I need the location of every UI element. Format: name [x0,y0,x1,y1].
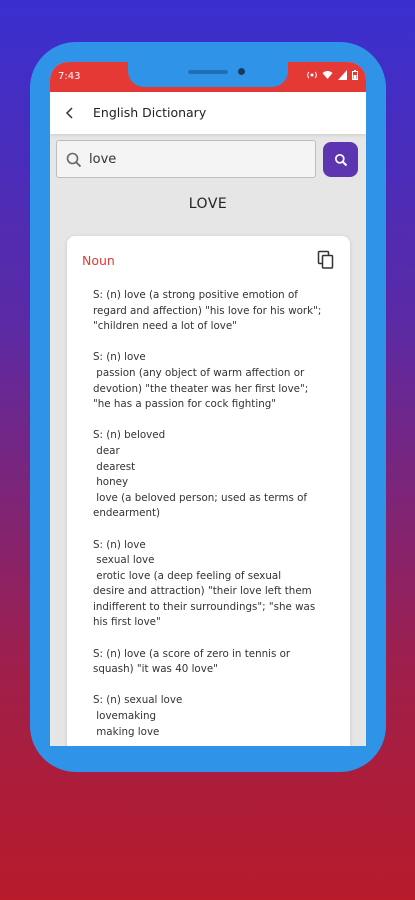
definition-line: S: (n) sexual love [93,694,183,707]
definition-item [93,538,343,632]
camera-notch [128,62,288,87]
speaker-grille [188,70,228,74]
back-chevron-icon [65,107,75,119]
definition-card [67,236,350,746]
definition-item [93,647,343,678]
definition-line: erotic love (a deep feeling of sexual [93,569,282,582]
definition-line: passion (any object of warm affection or [93,366,305,379]
definition-line: endearment) [93,507,161,520]
status-icons [307,70,358,83]
definition-line: making love [93,725,160,738]
definition-line: indifferent to their surroundings"; "she was [93,600,316,613]
app-title: English Dictionary [93,105,207,120]
definition-item [93,693,343,740]
status-bar [50,62,366,92]
definition-line: desire and attraction) "their love left them [93,585,312,598]
battery-icon [352,70,358,83]
status-time: 7:43 [58,71,81,82]
signal-icon [338,70,347,83]
word-heading: LOVE [188,196,228,212]
search-box[interactable] [56,140,316,178]
definition-line: devotion) "the theater was her first love"; [93,382,309,395]
definition-line: dear [93,444,120,457]
definition-item [93,350,343,412]
definition-line: lovemaking [93,710,157,723]
definition-line: S: (n) love (a strong positive emotion of [93,289,298,301]
app-bar [50,92,366,134]
definition-line: S: (n) beloved [93,429,166,442]
definition-line: S: (n) love (a score of zero in tennis or [93,647,291,660]
search-icon [334,153,348,167]
search-button[interactable] [323,142,358,177]
definition-line: "he has a passion for cock fighting" [93,398,276,411]
back-button[interactable] [60,103,80,123]
front-camera [238,68,245,75]
definition-line: love (a beloved person; used as terms of [93,491,308,504]
definition-line: squash) "it was 40 love" [93,663,218,676]
definition-item [93,288,343,335]
definition-line: S: (n) love [93,538,146,551]
definition-line: honey [93,476,129,489]
part-of-speech-label: Noun [82,253,115,268]
app-screen [50,62,366,746]
search-input[interactable] [89,148,309,170]
search-icon [65,151,83,169]
definitions-list [93,288,343,746]
definition-line: dearest [93,460,136,473]
definition-item [93,428,343,522]
definition-line: sexual love [93,554,155,567]
wifi-icon [322,70,333,83]
definition-line: regard and affection) "his love for his work"; [93,304,322,317]
definition-line: "children need a lot of love" [93,320,237,333]
definition-line: S: (n) love [93,351,146,364]
definition-line: his first love" [93,616,161,629]
hotspot-icon [307,70,317,83]
copy-icon[interactable] [317,250,335,270]
